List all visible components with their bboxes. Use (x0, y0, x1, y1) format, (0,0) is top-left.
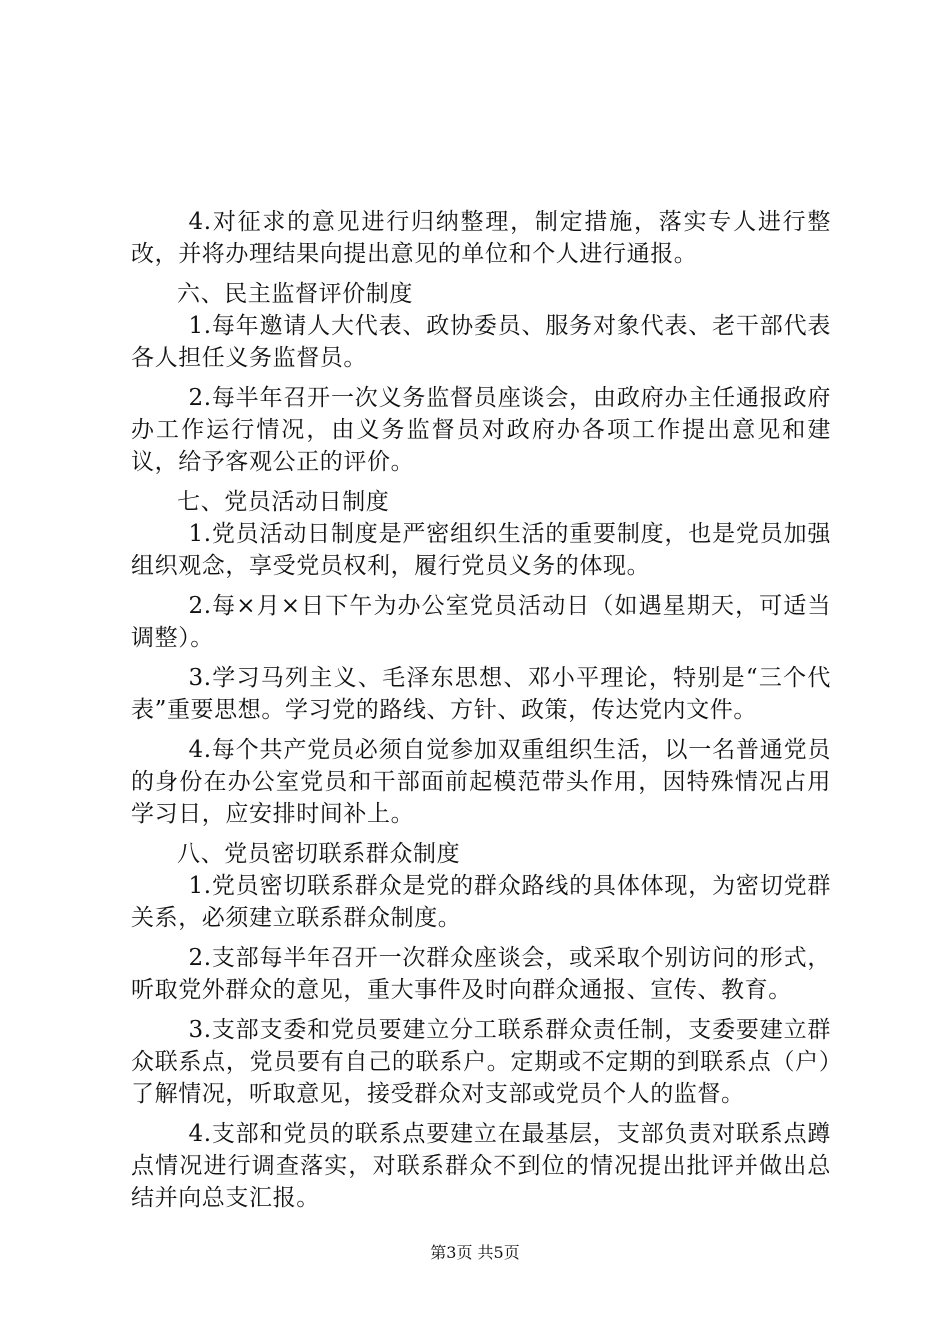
section-heading-7: 七、党员活动日制度 (177, 489, 390, 515)
section-heading-8: 八、党员密切联系群众制度 (177, 841, 461, 867)
paragraph-item-3-responsibility: 3.支部支委和党员要建立分工联系群众责任制，支委要建立群众联系点，党员要有自己的联系户。定期或不定期的到联系点（户）了解情况，听取意见，接受群众对支部或党员个人的监督。 (131, 1017, 831, 1107)
paragraph-item-3-study: 3.学习马列主义、毛泽东思想、邓小平理论，特别是“三个代表”重要思想。学习党的路线、方针、政策，传达党内文件。 (131, 665, 831, 723)
section-heading-6: 六、民主监督评价制度 (177, 281, 413, 307)
paragraph-item-4-organization: 4.每个共产党员必须自觉参加双重组织生活，以一名普通党员的身份在办公室党员和干部面前起模范带头作用，因特殊情况占用学习日，应安排时间补上。 (131, 737, 831, 827)
paragraph-item-2-meeting: 2.每半年召开一次义务监督员座谈会，由政府办主任通报政府办工作运行情况，由义务监督员对政府办各项工作提出意见和建议，给予客观公正的评价。 (131, 385, 831, 475)
paragraph-item-1-mass-line: 1.党员密切联系群众是党的群众路线的具体体现，为密切党群关系，必须建立联系群众制度。 (131, 873, 831, 931)
paragraph-item-4-feedback: 4.对征求的意见进行归纳整理，制定措施，落实专人进行整改，并将办理结果向提出意见的单位和个人进行通报。 (131, 209, 831, 267)
paragraph-item-2-symposium: 2.支部每半年召开一次群众座谈会，或采取个别访问的形式，听取党外群众的意见，重大事件及时向群众通报、宣传、教育。 (131, 945, 831, 1003)
paragraph-item-1-supervisors: 1.每年邀请人大代表、政协委员、服务对象代表、老干部代表各人担任义务监督员。 (131, 313, 831, 371)
paragraph-item-2-schedule: 2.每×月×日下午为办公室党员活动日（如遇星期天，可适当调整）。 (131, 593, 831, 651)
document-body (131, 206, 831, 1222)
paragraph-item-1-activity-day: 1.党员活动日制度是严密组织生活的重要制度，也是党员加强组织观念，享受党员权利，履行党员义务的体现。 (131, 521, 831, 579)
paragraph-item-4-contact-points: 4.支部和党员的联系点要建立在最基层，支部负责对联系点蹲点情况进行调查落实，对联系群众不到位的情况提出批评并做出总结并向总支汇报。 (131, 1121, 831, 1211)
page-number-footer: 第3页 共5页 (430, 1243, 520, 1262)
